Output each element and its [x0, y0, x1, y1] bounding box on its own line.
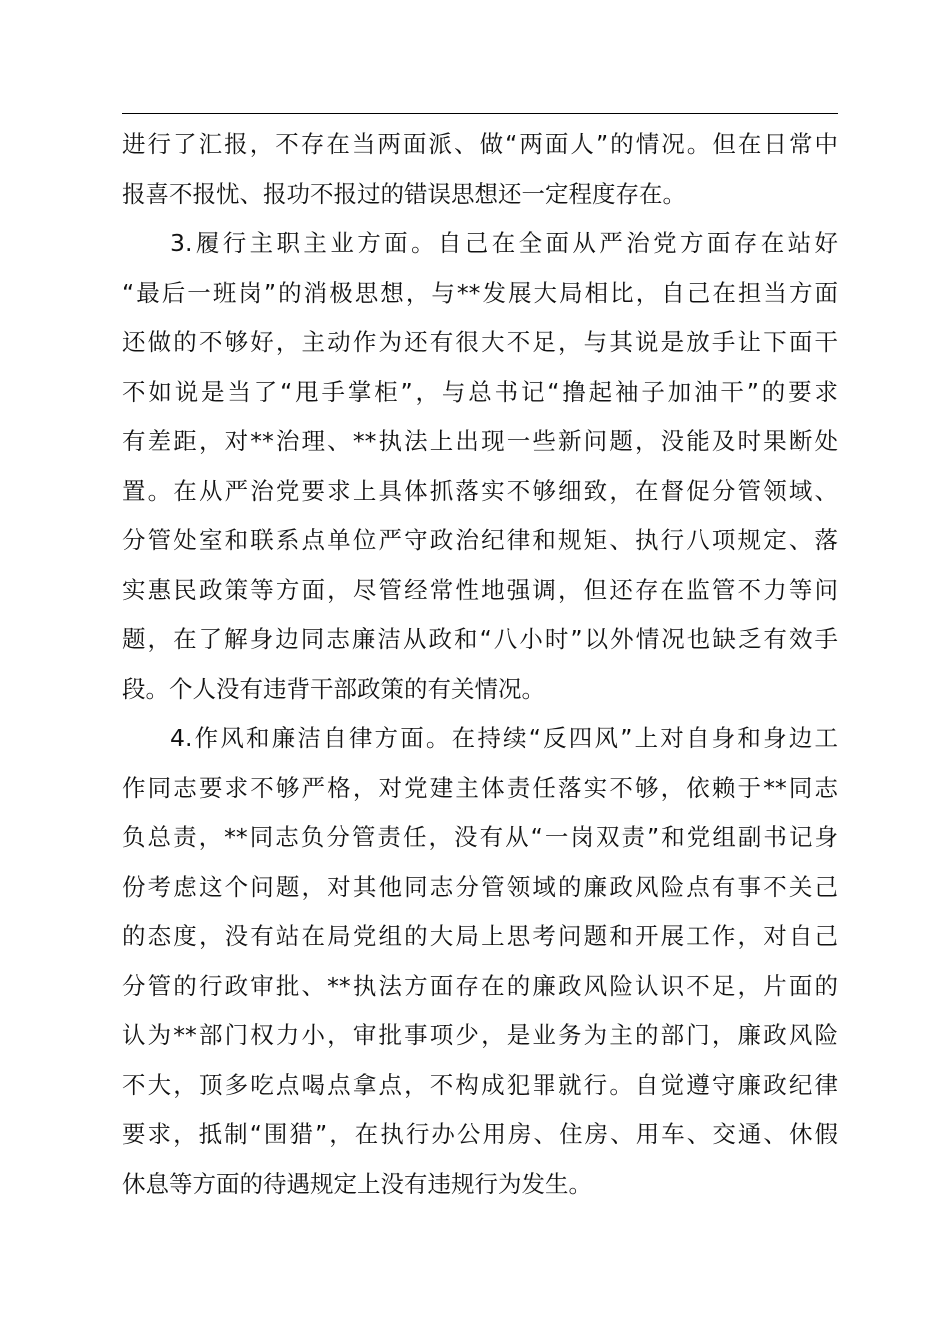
text-line: 题，在了解身边同志廉洁从政和“八小时”以外情况也缺乏有效手 [122, 625, 838, 653]
text-line: 不大，顶多吃点喝点拿点，不构成犯罪就行。自觉遵守廉政纪律 [122, 1070, 838, 1099]
text-line: 要求，抵制“围猎”，在执行办公用房、住房、用车、交通、休假 [122, 1120, 838, 1148]
text-line: 认为**部门权力小，审批事项少，是业务为主的部门，廉政风险 [122, 1021, 838, 1049]
text-line: 负总责，**同志负分管责任，没有从“一岗双责”和党组副书记身 [122, 823, 838, 851]
text-line: 有差距，对**治理、**执法上出现一些新问题，没能及时果断处 [122, 427, 838, 455]
section-3-heading-line: 3.履行主职主业方面。自己在全面从严治党方面存在站好 [170, 229, 838, 257]
text-line: 进行了汇报，不存在当两面派、做“两面人”的情况。但在日常中 [122, 130, 838, 158]
document-body [122, 120, 838, 1209]
text-line: 分管处室和联系点单位严守政治纪律和规矩、执行八项规定、落 [122, 526, 838, 554]
text-line: 不如说是当了“甩手掌柜”，与总书记“撸起袖子加油干”的要求 [122, 377, 838, 406]
text-line: 份考虑这个问题，对其他同志分管领域的廉政风险点有事不关己 [122, 872, 838, 901]
text-line: 置。在从严治党要求上具体抓落实不够细致，在督促分管领域、 [122, 476, 838, 505]
text-line: 分管的行政审批、**执法方面存在的廉政风险认识不足，片面的 [122, 971, 838, 1000]
header-rule [122, 113, 838, 114]
text-line: 报喜不报忧、报功不报过的错误思想还一定程度存在。 [122, 179, 686, 208]
section-4-heading-line: 4.作风和廉洁自律方面。在持续“反四风”上对自身和身边工 [170, 724, 838, 752]
text-line: 段。个人没有违背干部政策的有关情况。 [122, 674, 545, 703]
text-line: “最后一班岗”的消极思想，与**发展大局相比，自己在担当方面 [122, 278, 838, 307]
text-line: 作同志要求不够严格，对党建主体责任落实不够，依赖于**同志 [122, 773, 838, 802]
text-line: 的态度，没有站在局党组的大局上思考问题和开展工作，对自己 [122, 922, 838, 950]
text-line: 还做的不够好，主动作为还有很大不足，与其说是放手让下面干 [122, 328, 838, 356]
text-line: 实惠民政策等方面，尽管经常性地强调，但还存在监管不力等问 [122, 575, 838, 604]
text-line: 休息等方面的待遇规定上没有违规行为发生。 [122, 1169, 592, 1198]
